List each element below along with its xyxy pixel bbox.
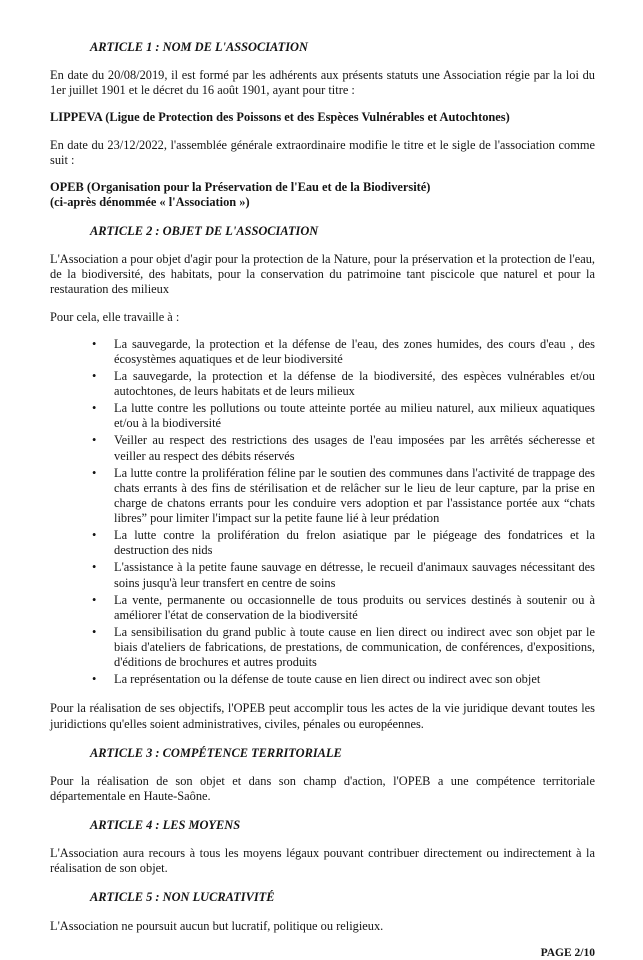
list-item: • La lutte contre la prolifération du frelon asiatique par le piégeage des fondatrices et la destruction des nids [92,528,595,558]
list-item: • L'assistance à la petite faune sauvage en détresse, le recueil d'animaux sauvages nécessitant des soins jusqu'à leur transfert en centre de soins [92,560,595,590]
article-5-heading: ARTICLE 5 : NON LUCRATIVITÉ [90,890,275,905]
association-name-lippeva: LIPPEVA (Ligue de Protection des Poissons et des Espèces Vulnérables et Autochtones) [50,110,510,125]
list-item: • La lutte contre la prolifération féline par le soutien des communes dans l'activité de trappage des chats errants à des fins de stérilisation et de relâcher sur le lieu de leur capture, par la prise en charge de chatons errants pour les conduire vers adoption et par l'assistance portée aux “chats libres” pour limiter l'impact sur la petite faune lié à leur prédation [92,466,595,527]
article-3-heading: ARTICLE 3 : COMPÉTENCE TERRITORIALE [90,745,342,760]
list-item: • Veiller au respect des restrictions des usages de l'eau imposées par les arrêtés sécheresse et veiller au respect des débits réservés [92,433,595,463]
association-name-opeb-line-1: OPEB (Organisation pour la Préservation de l'Eau et de la Biodiversité) [50,179,431,194]
list-item: • La lutte contre les pollutions ou toute atteinte portée au milieu naturel, aux milieux aquatiques et/ou à la biodiversité [92,401,595,431]
list-item: • La représentation ou la défense de toute cause en lien direct ou indirect avec son objet [92,672,595,687]
list-item: • La sauvegarde, la protection et la défense de l'eau, des zones humides, des cours d'eau , des écosystèmes aquatiques et de leur biodiversité [92,337,595,367]
list-item: • La vente, permanente ou occasionnelle de tous produits ou services destinés à soutenir ou à améliorer l'état de conservation de la biodiversité [92,593,595,623]
list-item: • La sensibilisation du grand public à toute cause en lien direct ou indirect avec son objet par le biais d'ateliers de fabrications, de prestations, de communication, de conférences, d'expositions, d'éditions de brochures et autres produits [92,625,595,670]
article-1-paragraph-2: En date du 23/12/2022, l'assemblée générale extraordinaire modifie le titre et le sigle de l'association comme suit : [50,137,595,167]
page-number: PAGE 2/10 [540,946,595,959]
article-2-intro: L'Association a pour objet d'agir pour la protection de la Nature, pour la préservation et la protection de l'eau, de la biodiversité, des habitats, pour la conservation du patrimoine tant piscicole que naturel et pour la restauration des milieux [50,252,595,297]
article-2-lead: Pour cela, elle travaille à : [50,309,180,324]
article-5-paragraph-1: L'Association ne poursuit aucun but lucratif, politique ou religieux. [50,918,384,933]
association-name-opeb-line-2: (ci-après dénommée « l'Association ») [50,194,250,209]
article-4-paragraph-1: L'Association aura recours à tous les moyens légaux pouvant contribuer directement ou indirectement à la réalisation de son objet. [50,846,595,876]
article-4-heading: ARTICLE 4 : LES MOYENS [90,818,241,832]
article-2-objectives-list [50,337,595,690]
association-name-opeb [50,180,595,210]
article-1-heading: ARTICLE 1 : NOM DE L'ASSOCIATION [90,40,308,54]
article-1-paragraph-1: En date du 20/08/2019, il est formé par les adhérents aux présents statuts une Association régie par la loi du 1er juillet 1901 et le décret du 16 août 1901, ayant pour titre : [50,68,595,98]
list-item: • La sauvegarde, la protection et la défense de la biodiversité, des espèces vulnérables et/ou autochtones, de leurs habitats et de leurs milieux [92,369,595,399]
article-2-heading: ARTICLE 2 : OBJET DE L'ASSOCIATION [90,224,319,238]
article-3-paragraph-1: Pour la réalisation de son objet et dans son champ d'action, l'OPEB a une compétence territoriale départementale en Haute-Saône. [50,773,595,803]
article-2-outro: Pour la réalisation de ses objectifs, l'OPEB peut accomplir tous les actes de la vie juridique devant toutes les juridictions qu'elles soient administratives, civiles, pénales ou européennes. [50,701,595,731]
